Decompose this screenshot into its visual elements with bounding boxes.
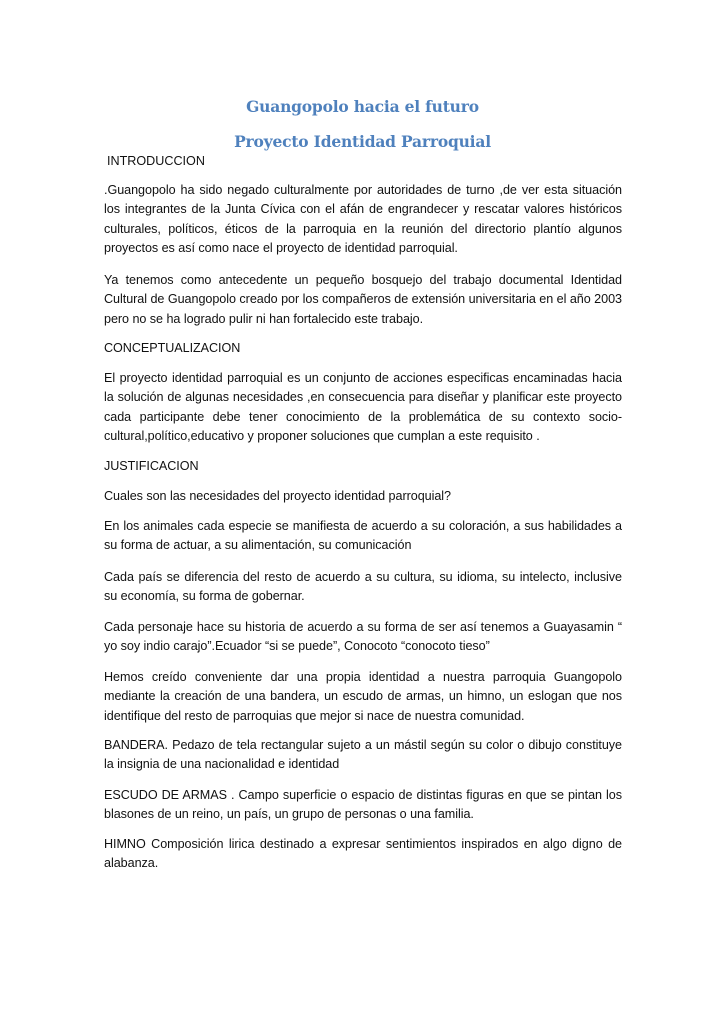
intro-paragraph-1: .Guangopolo ha sido negado culturalmente por autoridades de turno ,de ver esta situación los integrantes de la Junta Cívica con el afán de engrandecer y rescatar valores históricos culturales, políticos, éticos de la parroquia en la reunión del directorio plantío algunos proyectos es así como nace el proyecto de identidad parroquial. — [104, 183, 622, 256]
escudo-definition: ESCUDO DE ARMAS . Campo superficie o espacio de distintas figuras en que se pintan los blasones de un reino, un país, un grupo de personas o una familia. — [104, 788, 622, 822]
document-title: Guangopolo hacia el futuro — [246, 97, 479, 116]
justification-question: Cuales son las necesidades del proyecto identidad parroquial? — [104, 489, 452, 503]
justification-paragraph-1: En los animales cada especie se manifiesta de acuerdo a su coloración, a sus habilidades a su forma de actuar, a su alimentación, su comunicación — [104, 519, 622, 553]
concept-paragraph-1: El proyecto identidad parroquial es un conjunto de acciones especificas encaminadas hacia la solución de algunas necesidades ,en consecuencia para diseñar y planificar este proyecto cada participante debe tener conocimiento de la problemática de su contexto socio-cultural,político,educativo y proponer soluciones que cumplan a este requisito . — [104, 371, 622, 444]
intro-paragraph-2: Ya tenemos como antecedente un pequeño bosquejo del trabajo documental Identidad Cultural de Guangopolo creado por los compañeros de extensión universitaria en el año 2003 pero no se ha logrado pulir ni han fortalecido este trabajo. — [104, 273, 622, 326]
justification-paragraph-4: Hemos creído conveniente dar una propia identidad a nuestra parroquia Guangopolo mediante la creación de una bandera, un escudo de armas, un himno, un eslogan que nos identifique del resto de parroquias que mejor si nace de nuestra comunidad. — [104, 670, 622, 723]
himno-definition: HIMNO Composición lirica destinado a expresar sentimientos inspirados en algo digno de alabanza. — [104, 837, 622, 871]
section-heading-introduccion: INTRODUCCION — [107, 154, 205, 168]
bandera-definition: BANDERA. Pedazo de tela rectangular sujeto a un mástil según su color o dibujo constituye la insignia de una nacionalidad e identidad — [104, 738, 622, 772]
justification-paragraph-2: Cada país se diferencia del resto de acuerdo a su cultura, su idioma, su intelecto, inclusive su economía, su forma de gobernar. — [104, 570, 622, 604]
section-heading-justificacion: JUSTIFICACION — [104, 459, 199, 473]
section-heading-conceptualizacion: CONCEPTUALIZACION — [104, 341, 241, 355]
document-subtitle: Proyecto Identidad Parroquial — [234, 132, 491, 151]
justification-paragraph-3: Cada personaje hace su historia de acuerdo a su forma de ser así tenemos a Guayasamin “ yo soy indio carajo”.Ecuador “si se puede”, Conocoto “conocoto tieso” — [104, 620, 622, 654]
